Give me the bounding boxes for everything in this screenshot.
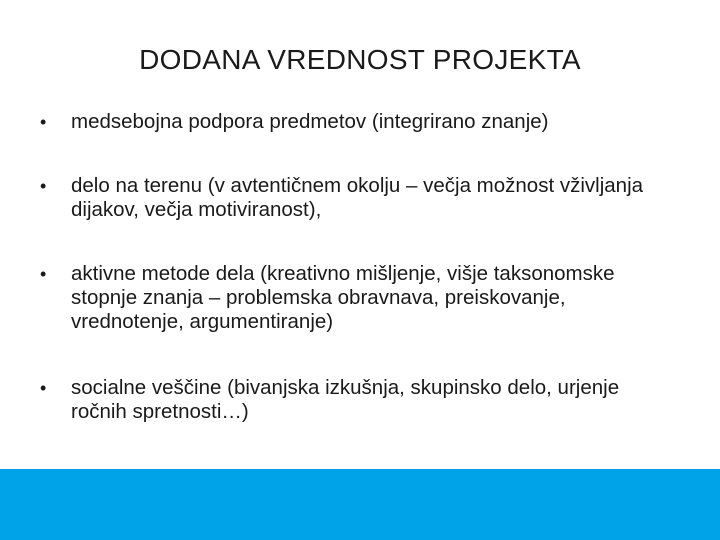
- bullet-dot: •: [40, 112, 47, 132]
- bullet-dot: •: [40, 264, 47, 284]
- bullet-text: aktivne metode dela (kreativno mišljenje, višje taksonomske stopnje znanja – problemska obravnava, preiskovanje, vrednotenje, argumentiranje): [71, 262, 615, 333]
- bullet-dot: •: [40, 378, 47, 398]
- bullet-dot: •: [40, 176, 47, 196]
- bullet-item: [40, 376, 680, 424]
- bullet-text: delo na terenu (v avtentičnem okolju – večja možnost vživljanja dijakov, večja motiviranost),: [71, 174, 644, 221]
- slide-title: DODANA VREDNOST PROJEKTA: [139, 44, 581, 75]
- bullet-text: socialne veščine (bivanjska izkušnja, skupinsko delo, urjenje ročnih spretnosti…): [71, 376, 620, 423]
- footer-bar: [0, 469, 720, 540]
- bullet-text: medsebojna podpora predmetov (integrirano znanje): [71, 110, 549, 133]
- bullet-item: [40, 174, 680, 222]
- bullet-item: [40, 110, 549, 134]
- bullet-item: [40, 262, 680, 334]
